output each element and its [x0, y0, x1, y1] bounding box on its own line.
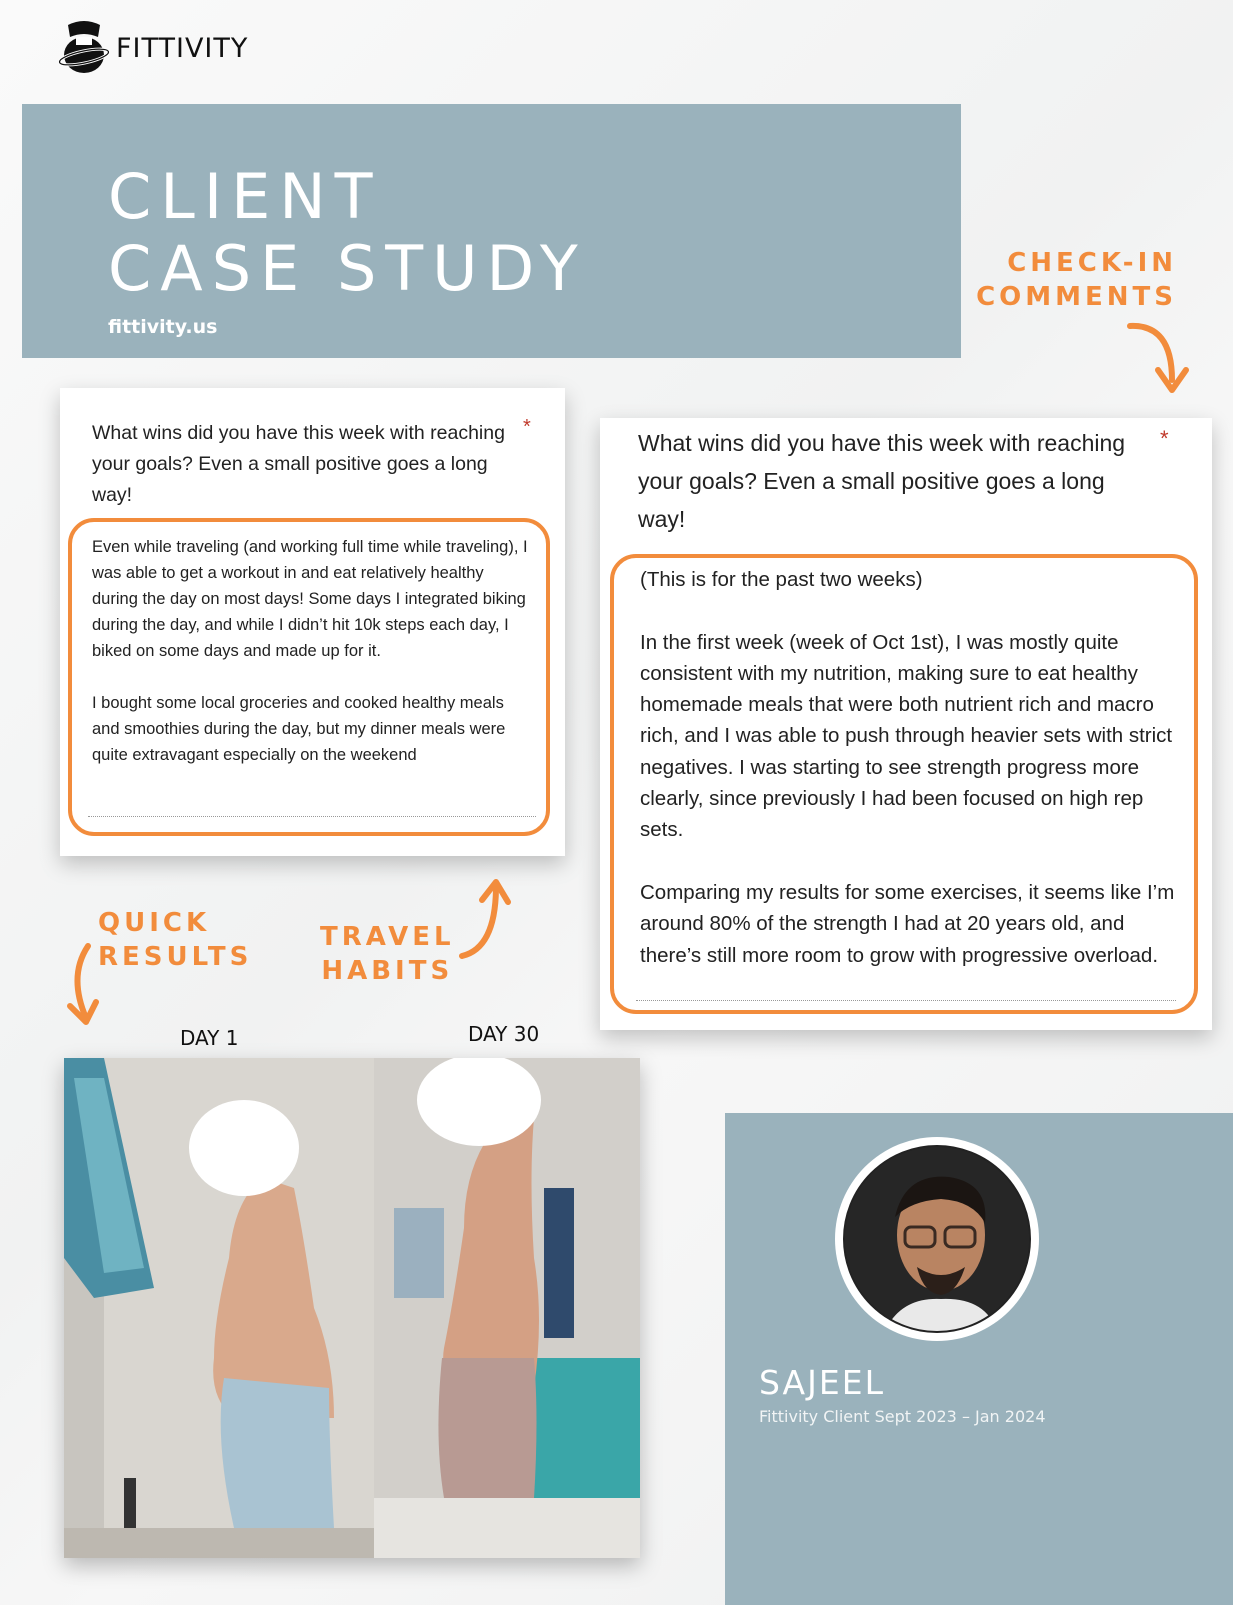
- checkin-label-line1: CHECK-IN: [1007, 248, 1177, 278]
- client-subtitle: Fittivity Client Sept 2023 – Jan 2024: [759, 1407, 1046, 1426]
- avatar: [835, 1137, 1039, 1341]
- progress-photos: [64, 1058, 640, 1558]
- page-title-line1: CLIENT: [108, 160, 382, 233]
- client-photo: [843, 1145, 1031, 1333]
- header-banner: [22, 104, 961, 358]
- day30-label: DAY 30: [468, 1022, 540, 1046]
- checkin-label-line2: COMMENTS: [976, 282, 1177, 312]
- client-name: SAJEEL: [759, 1363, 885, 1402]
- brand-logo: [58, 18, 248, 78]
- travel-label-line1: TRAVEL: [320, 922, 455, 952]
- travel-habits-label: [320, 920, 455, 988]
- checkin-answer-text: Even while traveling (and working full time while traveling), I was able to get a workout in and eat relatively healthy during the day on most days! Some days I integrated biking during the day, and while I didn’t hit 10k steps each day, I biked on some days and made up for it. I bought some local groceries and cooked healthy meals and smoothies during the day, but my dinner meals were quite extravagant especially on the weekend: [92, 538, 528, 764]
- checkin-question: What wins did you have this week with reaching your goals? Even a small positive goes a long way!: [638, 430, 1126, 532]
- quick-results-label: [98, 906, 252, 974]
- required-mark: *: [1160, 426, 1169, 451]
- answer-underline: [88, 816, 536, 817]
- client-panel: [725, 1113, 1233, 1605]
- checkin-comments-label: [976, 246, 1177, 314]
- quick-label-line2: RESULTS: [98, 942, 253, 972]
- kettlebell-logo-icon: [58, 19, 110, 77]
- checkin-question: What wins did you have this week with reaching your goals? Even a small positive goes a long way!: [92, 422, 505, 506]
- checkin-card-week1: [60, 388, 565, 856]
- quick-label-line1: QUICK: [98, 908, 211, 938]
- curved-arrow-up-icon: [456, 874, 516, 964]
- curved-arrow-down-icon: [1124, 318, 1194, 398]
- required-mark: *: [523, 416, 531, 438]
- website-link[interactable]: fittivity.us: [108, 316, 218, 338]
- brand-name: FITTIVITY: [116, 32, 249, 64]
- day1-label: DAY 1: [180, 1026, 239, 1050]
- checkin-answer-highlight: [68, 518, 550, 836]
- curved-arrow-down-icon: [60, 940, 110, 1030]
- day1-photo: [64, 1058, 374, 1558]
- answer-underline: [636, 1000, 1176, 1001]
- checkin-card-week2: [600, 418, 1212, 1030]
- travel-label-line2: HABITS: [321, 956, 454, 986]
- checkin-answer-highlight: [610, 554, 1198, 1014]
- page-title-line2: CASE STUDY: [108, 232, 587, 305]
- checkin-answer-text: (This is for the past two weeks) In the first week (week of Oct 1st), I was mostly quite consistent with my nutrition, making sure to eat healthy homemade meals that were both nutrient rich and macro rich, and I was able to push through heavier sets with strict negatives. I was starting to see strength progress more clearly, since previously I had been focused on high rep sets. Comparing my results for some exercises, it seems like I’m around 80% of the strength I had at 20 years old, and there’s still more room to grow with progressive overload.: [640, 568, 1175, 967]
- day30-photo: [374, 1058, 640, 1558]
